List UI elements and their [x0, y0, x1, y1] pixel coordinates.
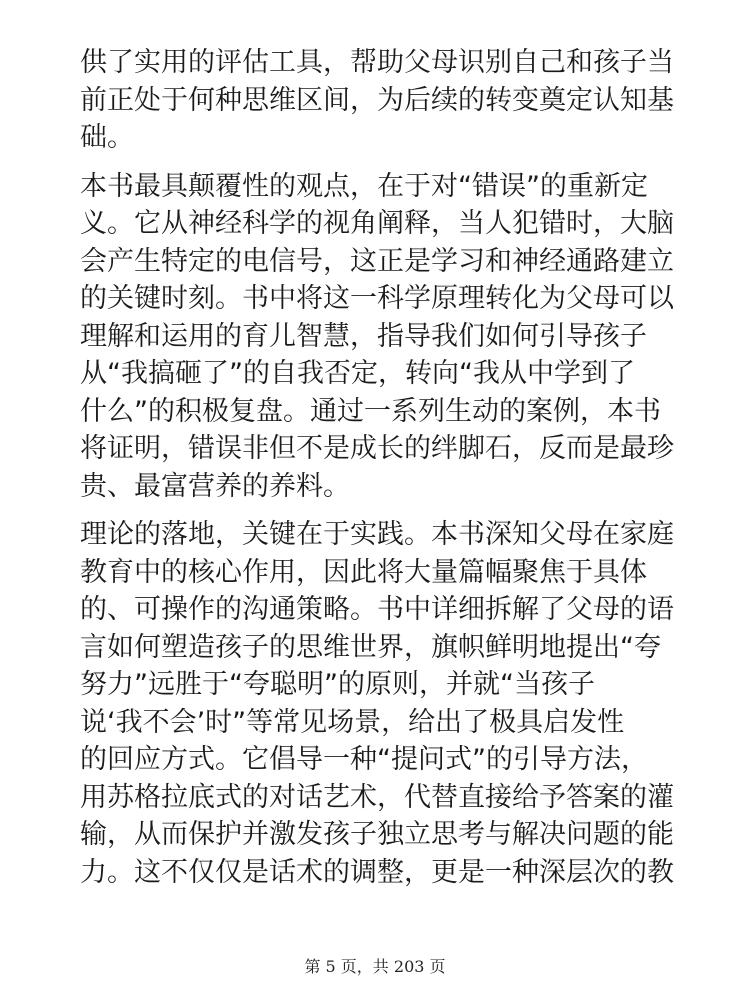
text-line: 义。它从神经科学的视角阐释，当人犯错时，大脑 — [80, 208, 674, 239]
text-line: 本书最具颠覆性的观点，在于对“错误”的重新定 — [80, 170, 648, 202]
text-line: 将证明，错误非但不是成长的绊脚石，反而是最珍 — [80, 433, 674, 464]
text-line: 力。这不仅仅是话术的调整，更是一种深层次的教 — [80, 856, 674, 888]
text-line: 说‘我不会’时”等常见场景，给出了极具启发性 — [80, 706, 625, 738]
page-number-footer: 第 5 页，共 203 页 — [304, 957, 446, 976]
text-line: 供了实用的评估工具，帮助父母识别自己和孩子当 — [80, 47, 674, 78]
text-line: 前正处于何种思维区间，为后续的转变奠定认知基 — [80, 84, 674, 116]
text-line: 努力”远胜于“夸聪明”的原则，并就“当孩子 — [80, 669, 595, 700]
text-line: 言如何塑造孩子的思维世界，旗帜鲜明地提出“夸 — [80, 631, 661, 663]
text-line: 教育中的核心作用，因此将大量篇幅聚焦于具体 — [80, 556, 647, 588]
text-line: 从“我搞砸了”的自我否定，转向“我从中学到了 — [80, 358, 635, 389]
text-line: 的关键时刻。书中将这一科学原理转化为父母可以 — [80, 283, 674, 314]
text-line: 的、可操作的沟通策略。书中详细拆解了父母的语 — [80, 594, 674, 625]
paragraph-2 — [80, 168, 680, 506]
text-line: 理解和运用的育儿智慧，指导我们如何引导孩子 — [80, 320, 647, 352]
text-line: 用苏格拉底式的对话艺术，代替直接给予答案的灌 — [80, 781, 674, 813]
paragraph-3 — [80, 516, 680, 891]
text-line: 会产生特定的电信号，这正是学习和神经通路建立 — [80, 245, 674, 277]
paragraph-1 — [80, 44, 680, 157]
text-line: 理论的落地，关键在于实践。本书深知父母在家庭 — [80, 519, 674, 550]
text-line: 输，从而保护并激发孩子独立思考与解决问题的能 — [80, 819, 674, 850]
page-body — [80, 44, 680, 902]
text-line: 贵、最富营养的养料。 — [80, 470, 350, 502]
text-line: 础。 — [80, 122, 134, 153]
text-line: 什么”的积极复盘。通过一系列生动的案例，本书 — [80, 395, 661, 427]
text-line: 的回应方式。它倡导一种“提问式”的引导方法， — [80, 744, 648, 775]
